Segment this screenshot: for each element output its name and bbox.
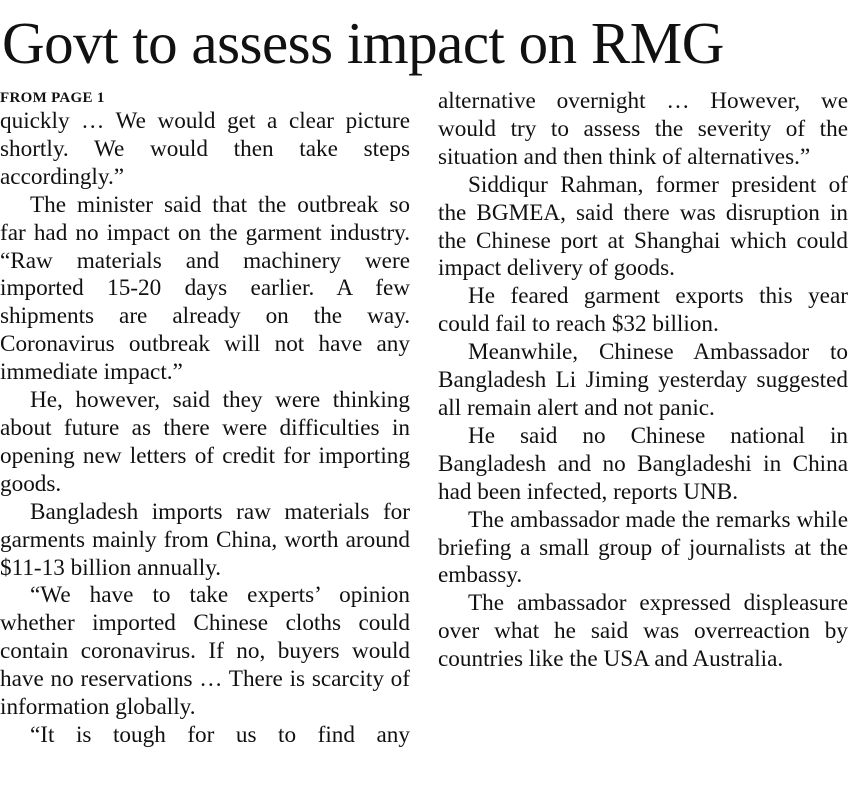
paragraph: He feared garment exports this year could fail to reach $32 billion. [438,283,848,338]
jump-label: FROM PAGE 1 [0,90,105,106]
paragraph: He, however, said they were thinking about future as there were difficulties in opening new letters of credit for importing goods. [0,387,410,497]
paragraph: “We have to take experts’ opinion whether imported Chinese cloths could contain coronavirus. If no, buyers would have no reservations … There is scarcity of information globally. [0,582,410,721]
article-column-right [438,88,848,674]
paragraph: The ambassador made the remarks while briefing a small group of journalists at the embassy. [438,506,848,589]
paragraph: “It is tough for us to find any [30,721,410,748]
headline: Govt to assess impact on RMG [2,10,724,76]
paragraph: Meanwhile, Chinese Ambassador to Bangladesh Li Jiming yesterday suggested all remain alert and not panic. [438,339,848,421]
paragraph: Bangladesh imports raw materials for garments mainly from China, worth around $11-13 billion annually. [0,498,410,581]
paragraph: The ambassador expressed displeasure over what he said was overreaction by countries like the USA and Australia. [438,590,848,673]
paragraph: quickly … We would get a clear picture shortly. We would then take steps accordingly.” [0,108,410,190]
paragraph: The minister said that the outbreak so far had no impact on the garment industry. “Raw materials and machinery were imported 15-20 days earlier. A few shipments are already on the way. Coronavirus outbreak will not have any immediate impact.” [0,191,410,386]
paragraph: He said no Chinese national in Bangladesh and no Bangladeshi in China had been infected, reports UNB. [438,422,848,505]
paragraph: alternative overnight … However, we would try to assess the severity of the situation and then think of alternatives.” [438,88,848,170]
paragraph: Siddiqur Rahman, former president of the BGMEA, said there was disruption in the Chinese port at Shanghai which could impact delivery of goods. [438,171,848,282]
article-column-left [0,88,410,750]
